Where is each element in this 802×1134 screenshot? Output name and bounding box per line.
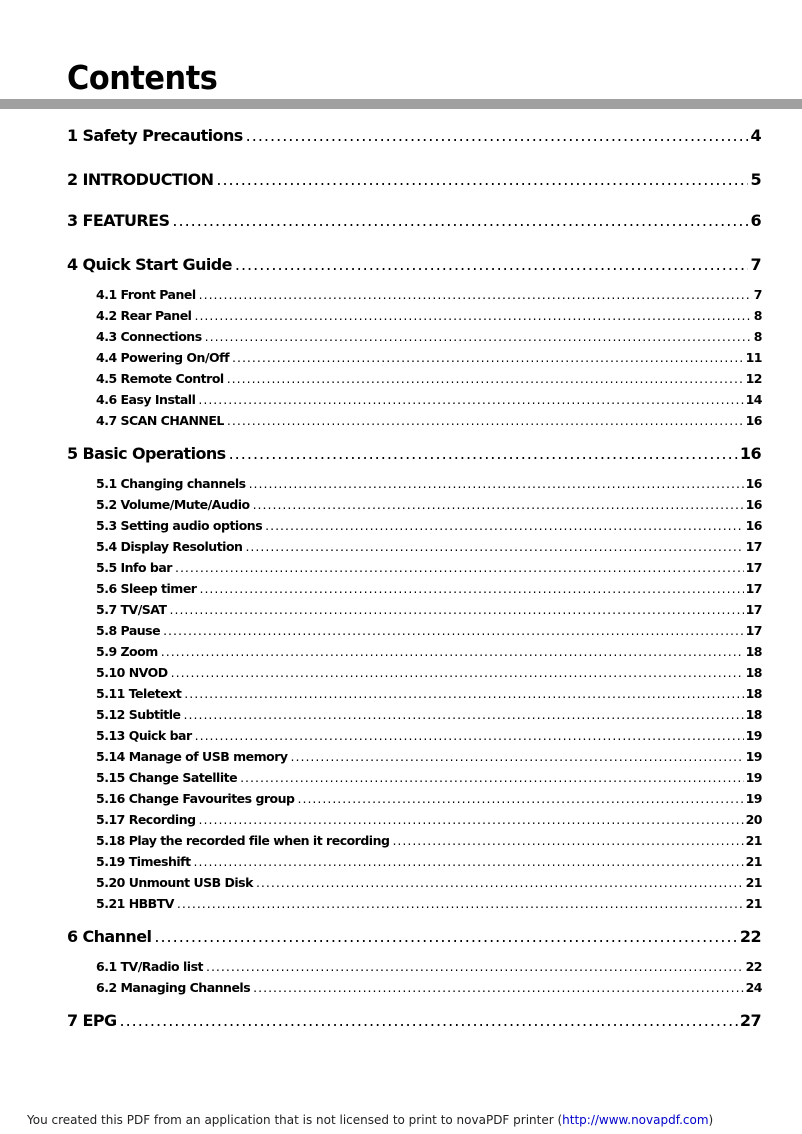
toc-entry[interactable] <box>96 350 762 365</box>
toc-entry-label: 2 INTRODUCTION <box>67 170 214 189</box>
toc-entry-page: 4 <box>750 126 761 145</box>
toc-entry-label: 5 Basic Operations <box>67 444 226 463</box>
toc-entry-label: 5.11 Teletext <box>96 686 182 701</box>
toc-entry[interactable] <box>96 560 762 575</box>
toc-entry[interactable] <box>96 686 762 701</box>
toc-entry[interactable] <box>96 287 762 302</box>
toc-entry[interactable] <box>96 581 762 596</box>
toc-entry[interactable] <box>96 749 762 764</box>
toc-entry-page: 17 <box>745 602 762 617</box>
toc-leader-dots <box>216 170 748 189</box>
toc-leader-dots <box>227 413 744 428</box>
toc-leader-dots <box>253 497 744 512</box>
toc-entry-label: 5.12 Subtitle <box>96 707 181 722</box>
toc-entry[interactable] <box>96 413 762 428</box>
toc-leader-dots <box>227 371 744 386</box>
toc-leader-dots <box>245 539 743 554</box>
toc-entry-page: 19 <box>745 749 762 764</box>
toc-entry[interactable] <box>96 791 762 806</box>
toc-leader-dots <box>175 560 744 575</box>
toc-leader-dots <box>199 287 752 302</box>
toc-entry[interactable] <box>96 602 762 617</box>
toc-entry[interactable] <box>96 812 762 827</box>
toc-leader-dots <box>171 665 744 680</box>
toc-entry-label: 4.3 Connections <box>96 329 202 344</box>
toc-entry-page: 17 <box>745 560 762 575</box>
toc-entry-label: 5.5 Info bar <box>96 560 172 575</box>
toc-entry-label: 5.17 Recording <box>96 812 196 827</box>
toc-leader-dots <box>184 686 743 701</box>
toc-leader-dots <box>392 833 743 848</box>
toc-entry-page: 22 <box>739 927 761 946</box>
toc-entry-page: 6 <box>750 211 761 230</box>
toc-entry[interactable] <box>96 854 762 869</box>
toc-entry-label: 7 EPG <box>67 1011 117 1030</box>
toc-entry-label: 4.1 Front Panel <box>96 287 196 302</box>
toc-entry[interactable] <box>96 518 762 533</box>
toc-entry-label: 4.2 Rear Panel <box>96 308 192 323</box>
toc-entry-label: 5.18 Play the recorded file when it recording <box>96 833 390 848</box>
toc-entry[interactable] <box>96 896 762 911</box>
toc-leader-dots <box>199 581 743 596</box>
toc-entry-page: 17 <box>745 539 762 554</box>
toc-entry-page: 21 <box>745 896 762 911</box>
toc-entry[interactable] <box>67 927 761 946</box>
toc-leader-dots <box>177 896 744 911</box>
toc-entry[interactable] <box>67 170 761 189</box>
toc-leader-dots <box>206 959 744 974</box>
toc-entry[interactable] <box>67 255 761 274</box>
toc-entry-page: 16 <box>739 444 761 463</box>
toc-entry-label: 5.19 Timeshift <box>96 854 191 869</box>
toc-entry-page: 20 <box>745 812 762 827</box>
toc-entry-page: 19 <box>745 770 762 785</box>
license-footer <box>27 1113 713 1127</box>
toc-entry-label: 5.21 HBBTV <box>96 896 174 911</box>
toc-leader-dots <box>232 350 744 365</box>
toc-entry[interactable] <box>96 539 762 554</box>
toc-entry-label: 5.3 Setting audio options <box>96 518 263 533</box>
toc-entry[interactable] <box>96 623 762 638</box>
novapdf-link[interactable]: http://www.novapdf.com <box>562 1113 709 1127</box>
toc-entry-page: 18 <box>745 707 762 722</box>
toc-entry[interactable] <box>96 644 762 659</box>
toc-entry[interactable] <box>67 126 761 145</box>
toc-entry[interactable] <box>96 497 762 512</box>
toc-entry-label: 4.6 Easy Install <box>96 392 196 407</box>
toc-entry-page: 5 <box>750 170 761 189</box>
toc-leader-dots <box>163 623 744 638</box>
toc-entry-label: 4 Quick Start Guide <box>67 255 232 274</box>
toc-leader-dots <box>246 126 749 145</box>
toc-entry-page: 8 <box>753 329 762 344</box>
toc-leader-dots <box>291 749 744 764</box>
toc-leader-dots <box>256 875 744 890</box>
toc-entry[interactable] <box>96 476 762 491</box>
toc-entry-label: 5.13 Quick bar <box>96 728 192 743</box>
toc-entry-page: 21 <box>745 833 762 848</box>
toc-entry-page: 18 <box>745 665 762 680</box>
toc-entry-page: 18 <box>745 644 762 659</box>
toc-entry-label: 4.7 SCAN CHANNEL <box>96 413 224 428</box>
toc-entry-label: 5.20 Unmount USB Disk <box>96 875 253 890</box>
toc-entry-page: 21 <box>745 854 762 869</box>
title-divider <box>0 99 802 109</box>
toc-leader-dots <box>205 329 752 344</box>
toc-entry-page: 22 <box>745 959 762 974</box>
toc-entry-label: 5.10 NVOD <box>96 665 168 680</box>
toc-entry-label: 4.5 Remote Control <box>96 371 224 386</box>
toc-entry-page: 12 <box>745 371 762 386</box>
toc-leader-dots <box>170 602 744 617</box>
toc-entry[interactable] <box>67 1011 761 1030</box>
toc-entry[interactable] <box>96 707 762 722</box>
toc-entry-label: 6.2 Managing Channels <box>96 980 251 995</box>
toc-entry-page: 27 <box>739 1011 761 1030</box>
toc-entry-page: 7 <box>750 255 761 274</box>
toc-entry-page: 16 <box>745 518 762 533</box>
toc-entry[interactable] <box>96 770 762 785</box>
toc-entry-label: 5.16 Change Favourites group <box>96 791 295 806</box>
toc-entry-label: 6 Channel <box>67 927 152 946</box>
toc-leader-dots <box>298 791 744 806</box>
toc-entry-page: 21 <box>745 875 762 890</box>
toc-entry[interactable] <box>96 728 762 743</box>
toc-entry-page: 16 <box>745 476 762 491</box>
toc-leader-dots <box>194 854 744 869</box>
toc-entry[interactable] <box>96 308 762 323</box>
toc-leader-dots <box>120 1011 738 1030</box>
toc-entry-page: 16 <box>745 497 762 512</box>
toc-leader-dots <box>235 255 749 274</box>
toc-entry-page: 18 <box>745 686 762 701</box>
toc-leader-dots <box>172 211 748 230</box>
toc-entry-label: 5.7 TV/SAT <box>96 602 167 617</box>
toc-entry-label: 5.8 Pause <box>96 623 161 638</box>
toc-entry-page: 17 <box>745 581 762 596</box>
toc-entry[interactable] <box>96 833 762 848</box>
toc-entry[interactable] <box>96 665 762 680</box>
toc-leader-dots <box>194 308 751 323</box>
toc-entry-page: 11 <box>745 350 762 365</box>
toc-entry-label: 6.1 TV/Radio list <box>96 959 203 974</box>
toc-entry-label: 3 FEATURES <box>67 211 170 230</box>
toc-entry-page: 17 <box>745 623 762 638</box>
toc-entry-label: 5.1 Changing channels <box>96 476 246 491</box>
toc-entry[interactable] <box>96 329 762 344</box>
toc-entry-page: 7 <box>753 287 762 302</box>
toc-entry[interactable] <box>96 392 762 407</box>
page-title: Contents <box>67 58 218 97</box>
toc-entry-label: 5.9 Zoom <box>96 644 158 659</box>
toc-entry[interactable] <box>96 875 762 890</box>
toc-entry-label: 5.14 Manage of USB memory <box>96 749 288 764</box>
toc-entry-page: 24 <box>745 980 762 995</box>
toc-entry[interactable] <box>67 211 761 230</box>
toc-entry-label: 1 Safety Precautions <box>67 126 243 145</box>
toc-entry-label: 5.4 Display Resolution <box>96 539 243 554</box>
toc-entry-page: 8 <box>753 308 762 323</box>
toc-entry-label: 4.4 Powering On/Off <box>96 350 230 365</box>
toc-entry-page: 19 <box>745 791 762 806</box>
toc-leader-dots <box>154 927 738 946</box>
toc-entry-page: 16 <box>745 413 762 428</box>
toc-entry[interactable] <box>96 371 762 386</box>
toc-leader-dots <box>198 392 743 407</box>
toc-entry[interactable] <box>96 959 762 974</box>
footer-text: You created this PDF from an application that is not licensed to print to novaPDF printer ( <box>27 1113 563 1127</box>
toc-entry-page: 19 <box>745 728 762 743</box>
toc-leader-dots <box>229 444 738 463</box>
toc-leader-dots <box>195 728 744 743</box>
toc-entry-label: 5.6 Sleep timer <box>96 581 197 596</box>
toc-leader-dots <box>184 707 744 722</box>
toc-entry[interactable] <box>96 980 762 995</box>
toc-entry-page: 14 <box>745 392 762 407</box>
toc-entry-label: 5.2 Volume/Mute/Audio <box>96 497 250 512</box>
toc-leader-dots <box>249 476 744 491</box>
toc-leader-dots <box>161 644 744 659</box>
toc-leader-dots <box>253 980 743 995</box>
toc-leader-dots <box>265 518 743 533</box>
toc-leader-dots <box>199 812 744 827</box>
toc-entry[interactable] <box>67 444 761 463</box>
toc-entry-label: 5.15 Change Satellite <box>96 770 238 785</box>
footer-text-end: ) <box>708 1113 714 1127</box>
toc-leader-dots <box>240 770 744 785</box>
